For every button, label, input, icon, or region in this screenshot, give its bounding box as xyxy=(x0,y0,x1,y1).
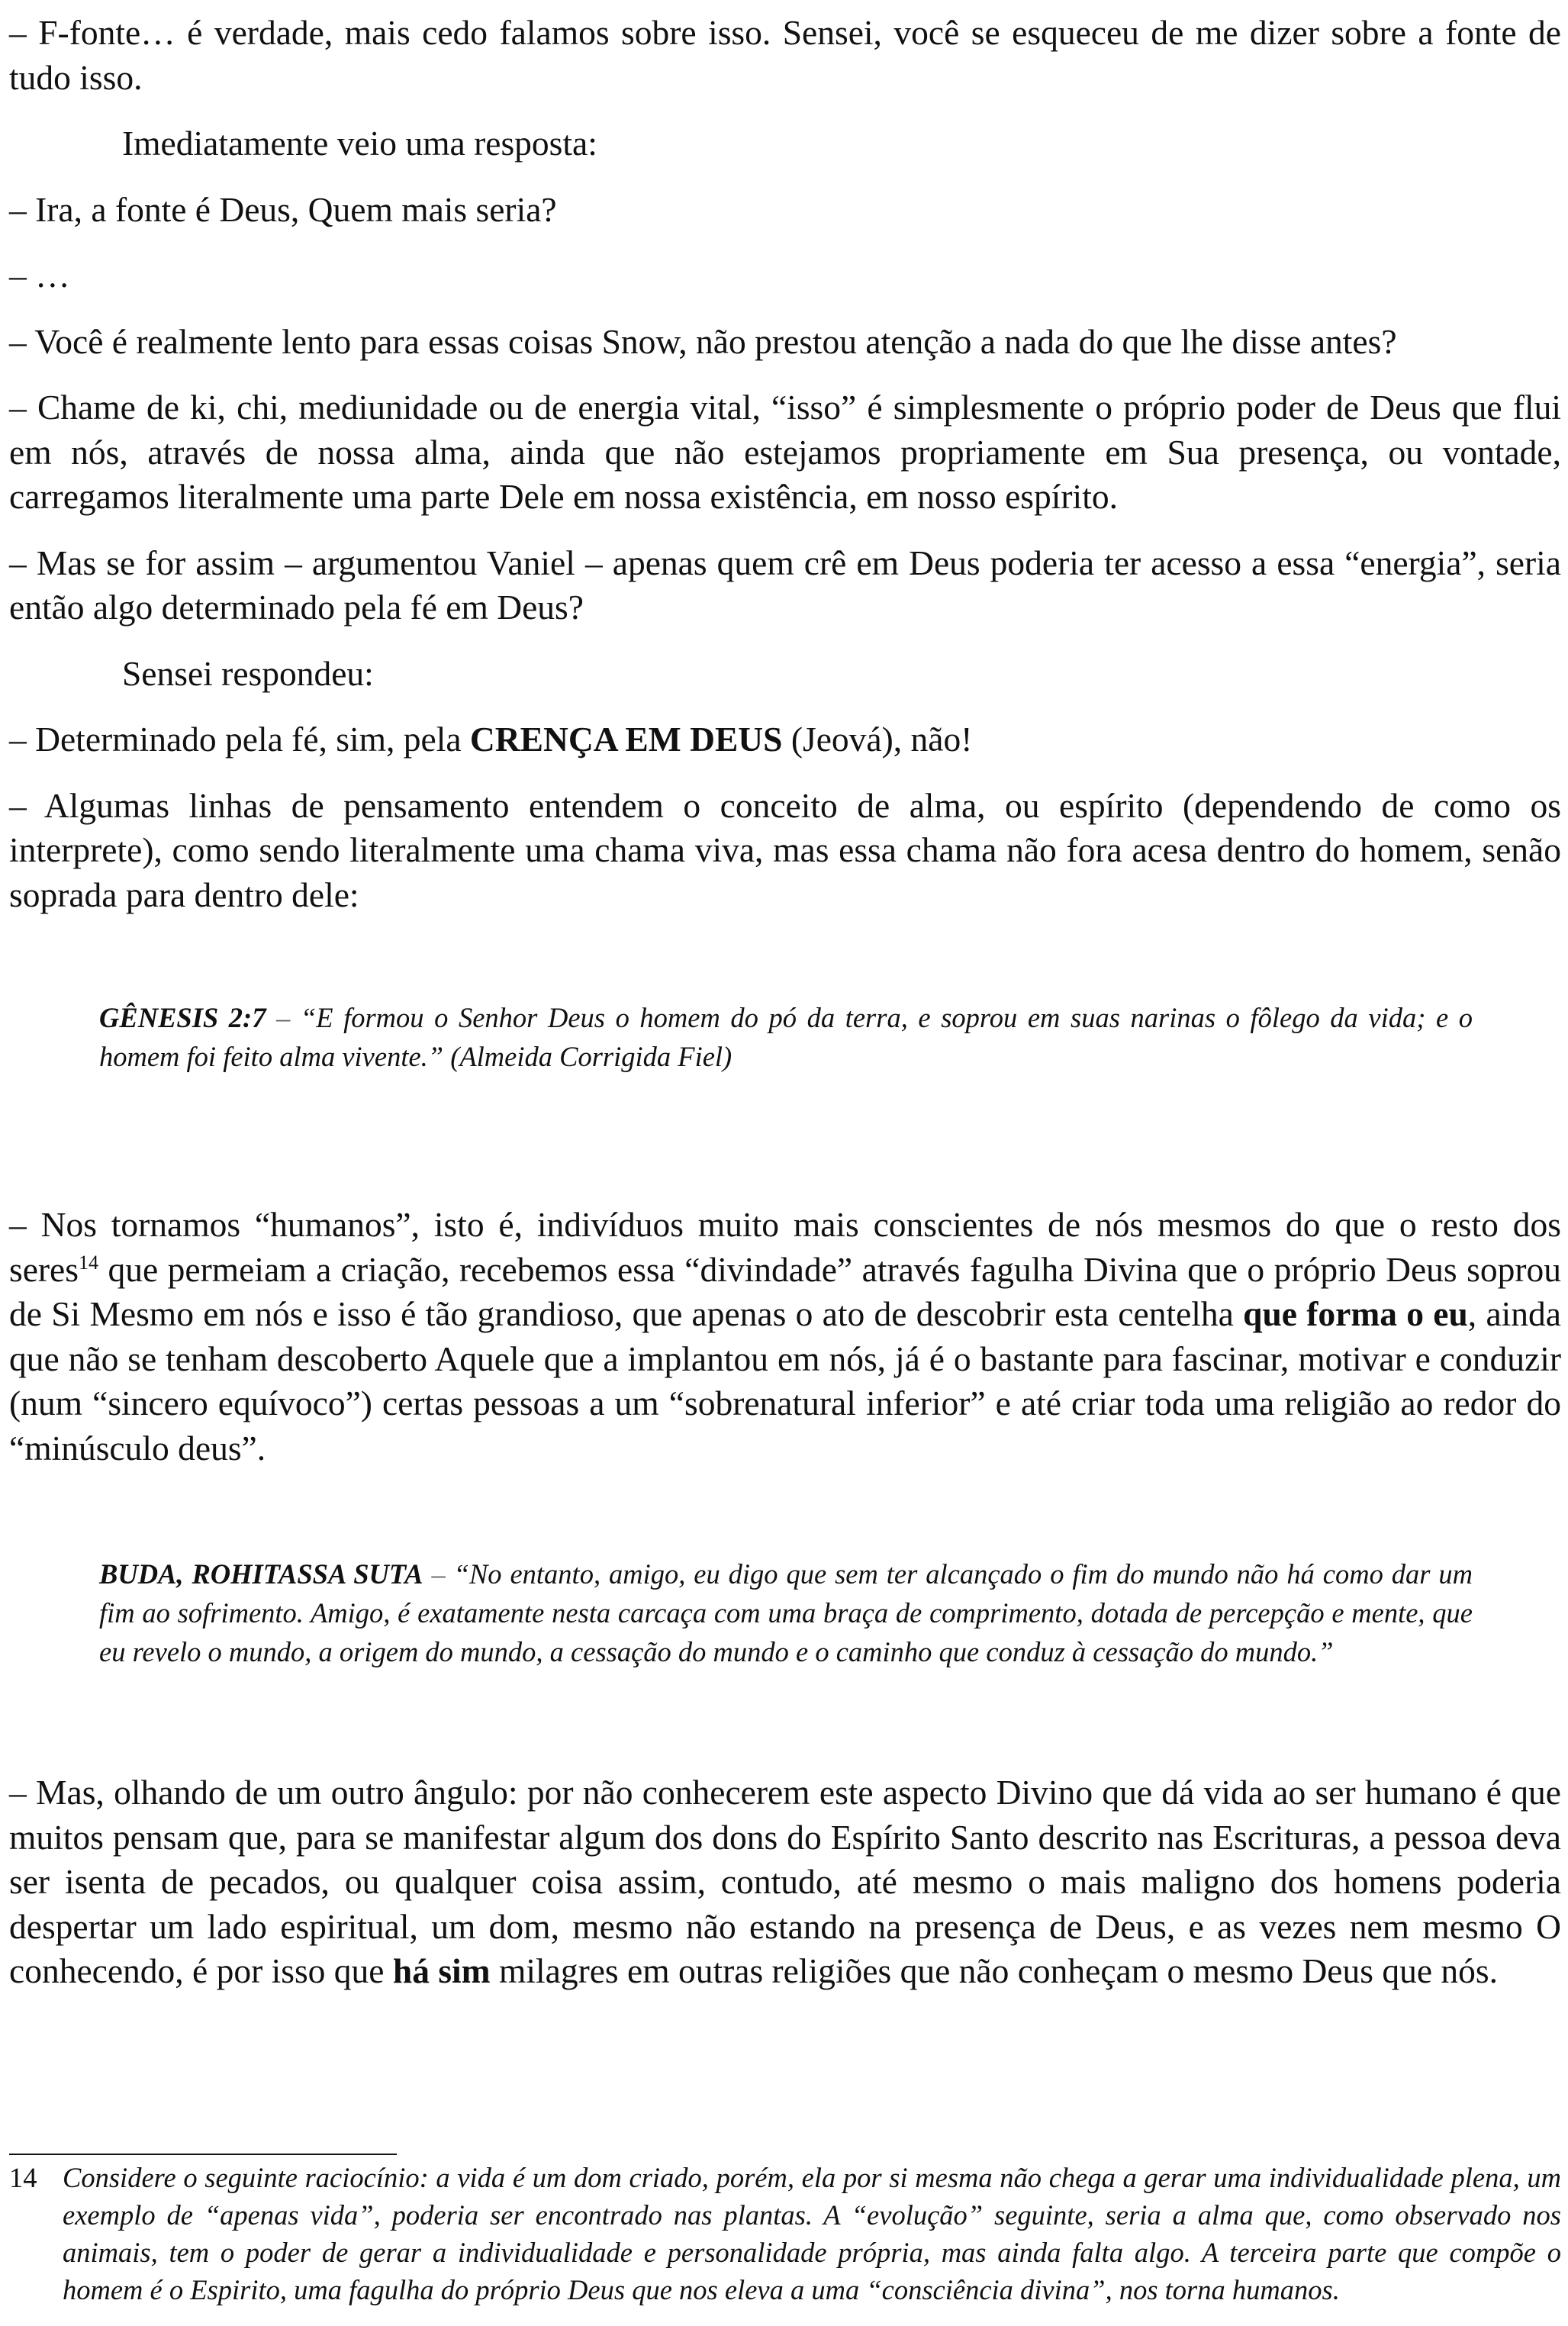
quote-buda-text: “No entanto, amigo, eu digo que sem ter alcançado o fim do mundo não há como dar um fim ao sofrimento. Amigo, é exatamente nesta carcaça com uma braça de comprimento, dotada de percepção e mente, que eu revelo o mundo, a origem do mundo, a cessação do mundo e o caminho que conduz à cessação do mundo.” xyxy=(99,1558,1473,1667)
paragraph-ellipsis: – … xyxy=(9,256,70,295)
determinado-text-after: (Jeová), não! xyxy=(782,720,973,759)
footnote-divider xyxy=(9,2154,397,2155)
quote-buda-ref: BUDA, ROHITASSA SUTA xyxy=(99,1558,423,1590)
footnote-ref-14[interactable]: 14 xyxy=(78,1251,98,1274)
paragraph-algumas-linhas: – Algumas linhas de pensamento entendem o conceito de alma, ou espírito (dependendo de como os interprete), como sendo literalmente uma chama viva, mas essa chama não fora acesa dentro do homem, senão soprada para dentro dele: xyxy=(9,785,1561,914)
humanos-bold: que forma o eu xyxy=(1243,1294,1468,1333)
paragraph-resposta: Imediatamente veio uma resposta: xyxy=(122,124,597,163)
paragraph-lento: – Você é realmente lento para essas coisas Snow, não prestou atenção a nada do que lhe disse antes? xyxy=(9,321,1397,361)
paragraph-sensei: Sensei respondeu: xyxy=(122,653,374,693)
determinado-text-before: – Determinado pela fé, sim, pela xyxy=(9,720,470,759)
angulo-bold: há sim xyxy=(392,1951,491,1990)
humanos-part1: – Nos tornamos “humanos”, isto é, indivíduos muito mais conscientes de nós mesmos do que o resto dos seres xyxy=(9,1205,1561,1289)
paragraph-determinado xyxy=(9,717,1561,762)
footnote-14 xyxy=(9,2159,1561,2308)
humanos-part3: , ainda que não se tenham descoberto Aquele que a implantou em nós, já é o bastante para fascinar, motivar e conduzir (num “sincero equívoco”) certas pessoas a um “sobrenatural inferior” e até criar toda uma religião ao redor do “minúsculo deus”. xyxy=(9,1294,1561,1467)
quote-genesis-dash: – xyxy=(266,1002,301,1033)
paragraph-ira: – Ira, a fonte é Deus, Quem mais seria? xyxy=(9,189,557,229)
quote-buda xyxy=(99,1554,1473,1671)
quote-buda-dash: – xyxy=(423,1558,454,1590)
page-body xyxy=(9,11,1561,2015)
angulo-text-before: – Mas, olhando de um outro ângulo: por não conhecerem este aspecto Divino que dá vida ao ser humano é que muitos pensam que, para se manifestar algum dos dons do Espírito Santo descrito nas Escrituras, a pessoa deva ser isenta de pecados, ou qualquer coisa assim, contudo, até mesmo o mais maligno dos homens poderia despertar um lado espiritual, um dom, mesmo não estando na presença de Deus, e as vezes nem mesmo O conhecendo, é por isso que xyxy=(9,1773,1561,1990)
paragraph-chame: – Chame de ki, chi, mediunidade ou de energia vital, “isso” é simplesmente o próprio poder de Deus que flui em nós, através de nossa alma, ainda que não estejamos propriamente em Sua presença, ou vontade, carregamos literalmente uma parte Dele em nossa existência, em nosso espírito. xyxy=(9,388,1561,516)
quote-genesis-ref: GÊNESIS 2:7 xyxy=(99,1002,266,1033)
quote-genesis-text: “E formou o Senhor Deus o homem do pó da terra, e soprou em suas narinas o fôlego da vida; e o homem foi feito alma vivente.” (Almeida Corrigida Fiel) xyxy=(99,1002,1473,1072)
angulo-text-after: milagres em outras religiões que não conheçam o mesmo Deus que nós. xyxy=(490,1951,1498,1990)
paragraph-angulo xyxy=(9,1770,1561,1994)
paragraph-fonte: – F-fonte… é verdade, mais cedo falamos sobre isso. Sensei, você se esqueceu de me dizer sobre a fonte de tudo isso. xyxy=(9,13,1561,97)
quote-genesis xyxy=(99,998,1473,1076)
paragraph-humanos xyxy=(9,1203,1561,1471)
determinado-bold: CRENÇA EM DEUS xyxy=(469,720,783,759)
paragraph-vaniel: – Mas se for assim – argumentou Vaniel – apenas quem crê em Deus poderia ter acesso a essa “energia”, seria então algo determinado pela fé em Deus? xyxy=(9,543,1561,627)
footnote-text: Considere o seguinte raciocínio: a vida é um dom criado, porém, ela por si mesma não chega a gerar uma individualidade plena, um exemplo de “apenas vida”, poderia ser encontrado nas plantas. A “evolução” seguinte, seria a alma que, como observado nos animais, tem o poder de gerar a individualidade e personalidade própria, mas ainda falta algo. A terceira parte que compõe o homem é o Espirito, uma fagulha do próprio Deus que nos eleva a uma “consciência divina”, nos torna humanos. xyxy=(63,2162,1561,2305)
humanos-part2: que permeiam a criação, recebemos essa “divindade” através fagulha Divina que o próprio Deus soprou de Si Mesmo em nós e isso é tão grandioso, que apenas o ato de descobrir esta centelha xyxy=(9,1249,1561,1333)
footnote-number: 14 xyxy=(9,2162,37,2193)
